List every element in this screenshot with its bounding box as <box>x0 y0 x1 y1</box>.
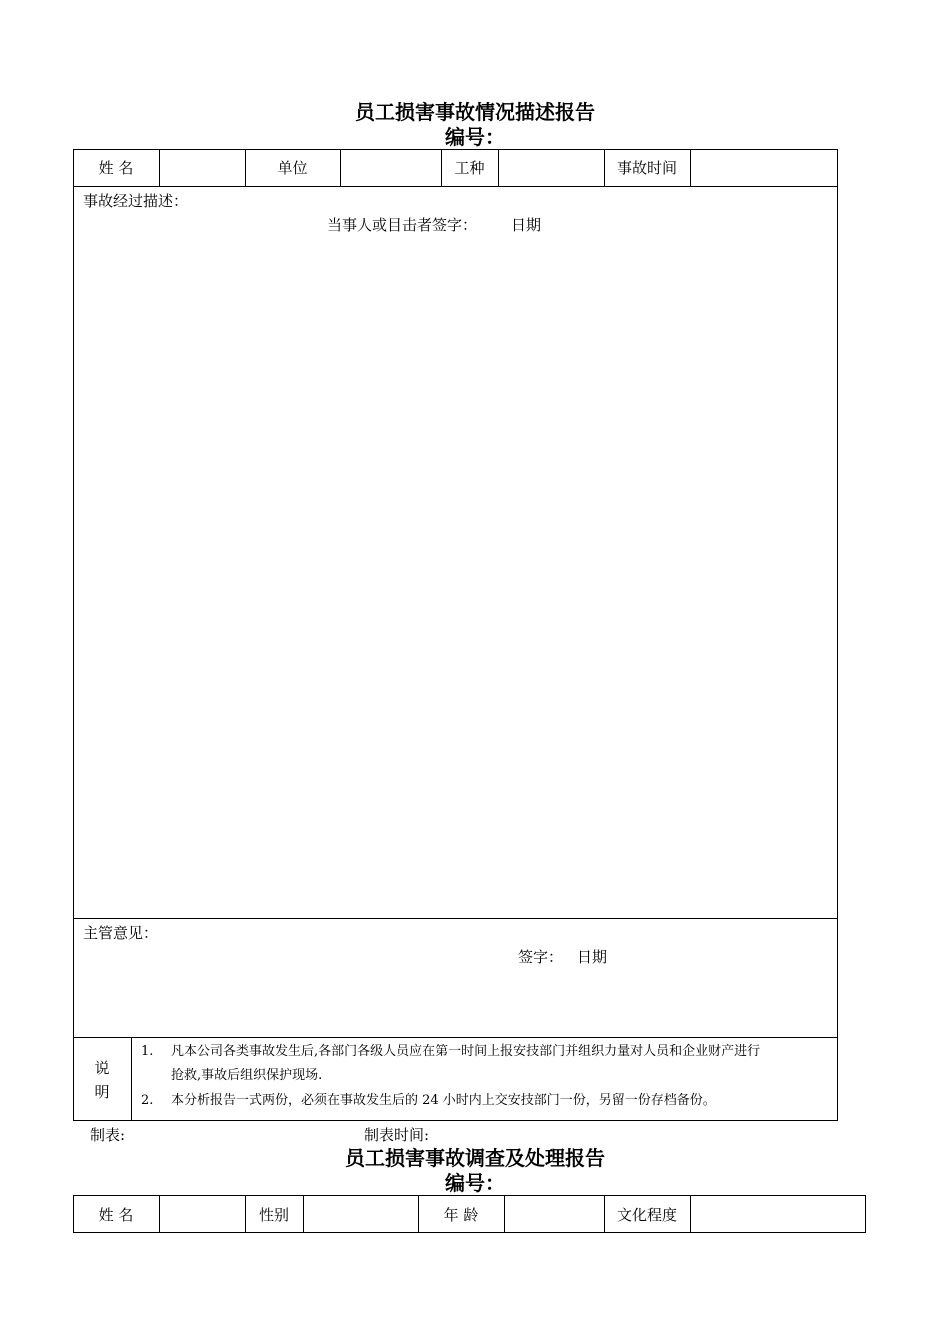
name-label: 姓 名 <box>98 159 134 177</box>
note2-text: 本分析报告一式两份，必须在事故发生后的 24 小时内上交安技部门一份，另留一份存档备份。 <box>171 1093 716 1108</box>
note1-line1: 凡本公司各类事故发生后,各部门各级人员应在第一时间上报安技部门并组织力量对人员和企业财产进行 <box>171 1044 761 1059</box>
supervisor-label: 主管意见： <box>83 924 159 942</box>
description-label: 事故经过描述： <box>83 192 189 210</box>
witness-sign-label: 当事人或目击者签字： <box>327 216 478 234</box>
accident-time-label: 事故时间 <box>616 159 677 177</box>
note1-number: 1. <box>141 1044 154 1059</box>
r2-education-field[interactable] <box>691 1196 865 1232</box>
accident-time-field[interactable] <box>691 150 837 186</box>
r2-name-field[interactable] <box>160 1196 245 1232</box>
report1-number-label: 编号： <box>445 125 505 149</box>
job-label: 工种 <box>454 159 485 177</box>
description-area[interactable] <box>80 240 830 910</box>
job-field[interactable] <box>499 150 604 186</box>
note2-number: 2. <box>141 1093 154 1108</box>
unit-field[interactable] <box>341 150 441 186</box>
note1-line2: 抢救,事故后组织保护现场. <box>171 1068 323 1083</box>
r2-name-label: 姓 名 <box>98 1206 134 1224</box>
footer-maker-label: 制表: <box>90 1126 126 1144</box>
r2-gender-label: 性别 <box>258 1206 289 1224</box>
footer-time-label: 制表时间: <box>364 1126 430 1144</box>
r2-education-label: 文化程度 <box>616 1206 677 1224</box>
unit-label: 单位 <box>277 159 308 177</box>
name-field[interactable] <box>160 150 245 186</box>
notes-label-2: 明 <box>94 1083 110 1101</box>
supervisor-area[interactable] <box>80 970 830 1030</box>
report1-title: 员工损害事故情况描述报告 <box>355 100 595 124</box>
r2-age-label: 年 龄 <box>443 1206 479 1224</box>
witness-date-label: 日期 <box>511 216 542 234</box>
report2-number-label: 编号： <box>445 1171 505 1195</box>
r2-age-field[interactable] <box>505 1196 604 1232</box>
report2-title: 员工损害事故调查及处理报告 <box>345 1146 605 1170</box>
supervisor-sign-label: 签字： <box>518 948 564 966</box>
r2-gender-field[interactable] <box>304 1196 418 1232</box>
notes-label-1: 说 <box>94 1059 110 1077</box>
supervisor-date-label: 日期 <box>577 948 608 966</box>
